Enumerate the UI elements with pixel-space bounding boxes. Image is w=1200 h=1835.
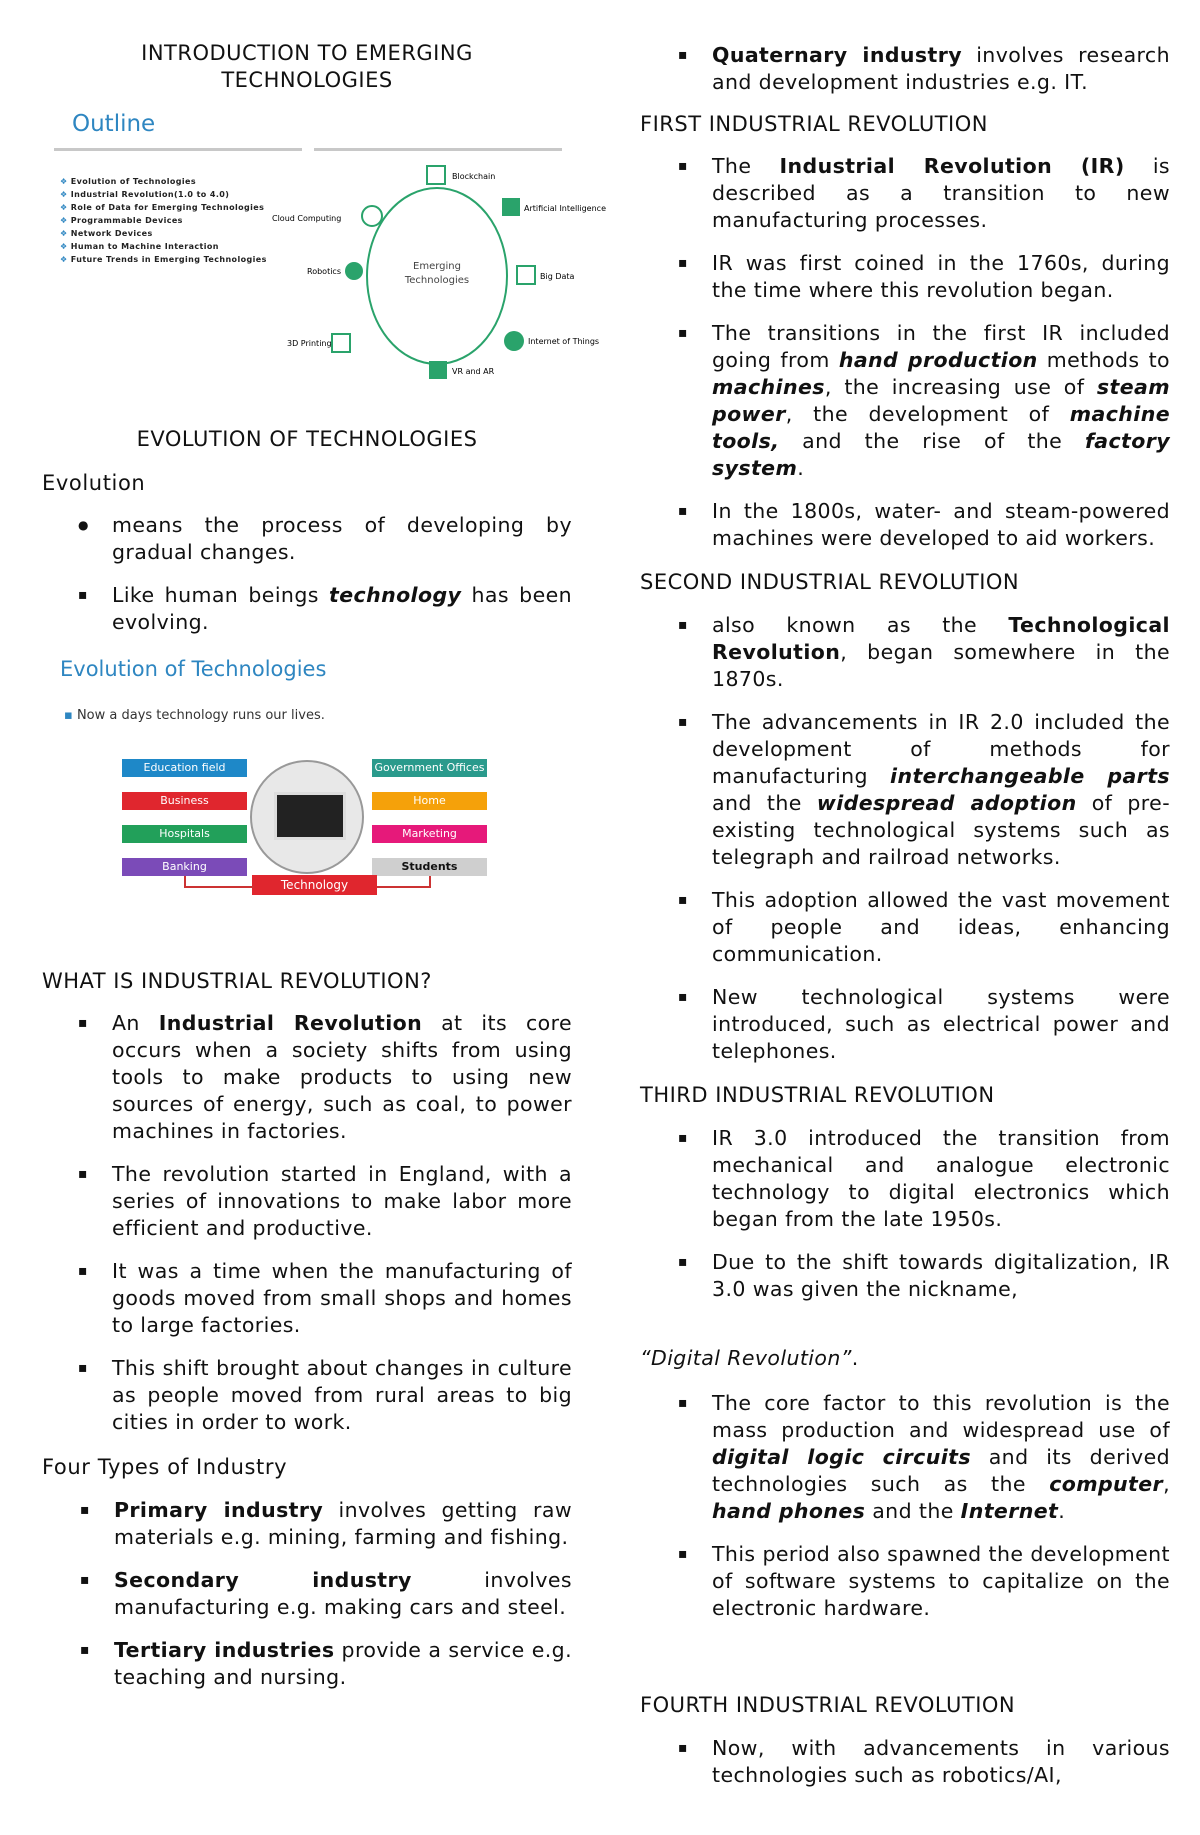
evo-fig-title: Evolution of Technologies [60,657,327,681]
iot-icon [504,331,524,351]
tech-monitor-image [250,760,364,874]
connector-line [377,876,431,888]
evolution-heading: EVOLUTION OF TECHNOLOGIES [136,427,478,451]
list-item: ▪ Like human beings technology has been evolving. [78,583,572,634]
third-ir-list [640,1125,1170,1319]
first-ir-list [640,153,1170,568]
list-item: ▪ The Industrial Revolution (IR) is described as a transition to new manufacturing processes. [678,154,1171,232]
list-item: ▪ also known as the Technological Revolution, began somewhere in the 1870s. [678,613,1170,691]
outline-divider-left [54,148,302,151]
evo-fig-bullet: ▪ Now a days technology runs our lives. [64,708,325,723]
emerging-tech-diagram [272,156,606,396]
outline-item: ❖ Evolution of Technologies [60,177,197,186]
list-item: ▪ In the 1800s, water- and steam-powered machines were developed to aid workers. [678,499,1170,550]
robotics-icon [345,262,363,280]
ai-icon [502,198,520,216]
digital-revolution-nickname: “Digital Revolution”. [640,1346,859,1370]
node-ai: Artificial Intelligence [524,204,606,213]
evolution-subheading: Evolution [42,471,146,495]
list-item: ▪ IR was first coined in the 1760s, during the time where this revolution began. [678,251,1170,302]
outline-list [60,176,267,267]
list-item: ▪ Due to the shift towards digitalization, IR 3.0 was given the nickname, [678,1250,1170,1301]
ir-heading: WHAT IS INDUSTRIAL REVOLUTION? [42,969,432,993]
box-marketing: Marketing [372,825,487,843]
box-business: Business [122,792,247,810]
box-students: Students [372,858,487,876]
doc-title-line1: INTRODUCTION TO EMERGING [141,41,473,65]
list-item: ▪ The revolution started in England, with a series of innovations to make labor more efficient and productive. [78,1162,572,1240]
outline-figure [52,108,606,398]
fourth-ir-heading: FOURTH INDUSTRIAL REVOLUTION [640,1693,1016,1717]
list-item: ▪ It was a time when the manufacturing of goods moved from small shops and homes to large factories. [78,1259,572,1337]
industry-types-list [42,1497,572,1707]
third-ir-list-cont [640,1390,1170,1638]
list-item: ▪ The transitions in the first IR included going from hand production methods to machines, the increasing use of steam power, the development of machine tools, and the rise of the factory system. [678,321,1170,480]
list-item: ▪ IR 3.0 introduced the transition from mechanical and analogue electronic technology to digital electronics which began from the late 1950s. [678,1126,1170,1231]
node-cloud: Cloud Computing [272,214,342,223]
list-item: ▪ Now, with advancements in various technologies such as robotics/AI, [678,1736,1170,1787]
list-item: ▪ Tertiary industries provide a service e.g. teaching and nursing. [80,1638,573,1689]
doc-title-line2: TECHNOLOGIES [221,68,393,92]
node-robotics: Robotics [307,267,341,276]
list-item: ▪ Secondary industry involves manufacturing e.g. making cars and steel. [80,1568,572,1619]
list-item: ▪ Primary industry involves getting raw materials e.g. mining, farming and fishing. [80,1498,572,1549]
second-ir-heading: SECOND INDUSTRIAL REVOLUTION [640,570,1020,594]
list-item: ▪ This period also spawned the development of software systems to capitalize on the electronic hardware. [678,1542,1170,1620]
diagram-center-label: Emerging [413,261,461,272]
list-item: ▪ This adoption allowed the vast movement of people and ideas, enhancing communication. [678,888,1170,966]
node-big-data: Big Data [540,272,575,281]
vr-icon [429,361,447,379]
list-item: ▪ The advancements in IR 2.0 included the development of methods for manufacturing interchangeable parts and the widespread adoption of pre-existing technological systems such as telegraph and railroad networks. [678,710,1170,869]
outline-item: ❖ Future Trends in Emerging Technologies [60,255,267,264]
box-home: Home [372,792,487,810]
list-item: ● means the process of developing by gradual changes. [78,513,572,564]
node-blockchain: Blockchain [452,172,496,181]
connector-line [184,876,254,888]
quaternary-list [640,42,1170,112]
outline-item: ❖ Human to Machine Interaction [60,242,219,251]
cloud-icon [362,206,382,226]
outline-divider-right [314,148,562,151]
outline-item: ❖ Role of Data for Emerging Technologies [60,203,265,212]
node-iot: Internet of Things [528,337,600,346]
evolution-figure [52,655,572,940]
fourth-ir-list [640,1735,1170,1805]
evolution-list [42,512,572,652]
outline-item: ❖ Programmable Devices [60,216,183,225]
list-item: ▪ The core factor to this revolution is the mass production and widespread use of digital logic circuits and its derived technologies such as the computer, hand phones and the Internet. [678,1391,1170,1523]
printing-icon [332,334,350,352]
list-item: ▪ An Industrial Revolution at its core occurs when a society shifts from using tools to make products to using new sources of energy, such as coal, to power machines in factories. [78,1011,572,1143]
node-3d-printing: 3D Printing [287,339,332,348]
blockchain-icon [427,166,445,184]
box-banking: Banking [122,858,247,876]
big-data-icon [517,266,535,284]
second-ir-list [640,612,1170,1081]
outline-item: ❖ Network Devices [60,229,153,238]
list-item: ▪ This shift brought about changes in culture as people moved from rural areas to big cities in order to work. [78,1356,572,1434]
first-ir-heading: FIRST INDUSTRIAL REVOLUTION [640,112,988,136]
list-item: ▪ New technological systems were introduced, such as electrical power and telephones. [678,985,1170,1063]
ir-list [42,1010,572,1452]
diagram-center-label: Technologies [404,275,470,286]
box-hospitals: Hospitals [122,825,247,843]
monitor-icon [274,792,346,840]
node-vr: VR and AR [452,367,495,376]
list-item: ▪ Quaternary industry involves research and development industries e.g. IT. [678,43,1171,94]
four-types-heading: Four Types of Industry [42,1455,288,1479]
outline-title: Outline [72,111,156,137]
box-education: Education field [122,759,247,777]
third-ir-heading: THIRD INDUSTRIAL REVOLUTION [640,1083,995,1107]
outline-item: ❖ Industrial Revolution(1.0 to 4.0) [60,190,230,199]
box-government: Government Offices [372,759,487,777]
box-technology: Technology [252,875,377,895]
